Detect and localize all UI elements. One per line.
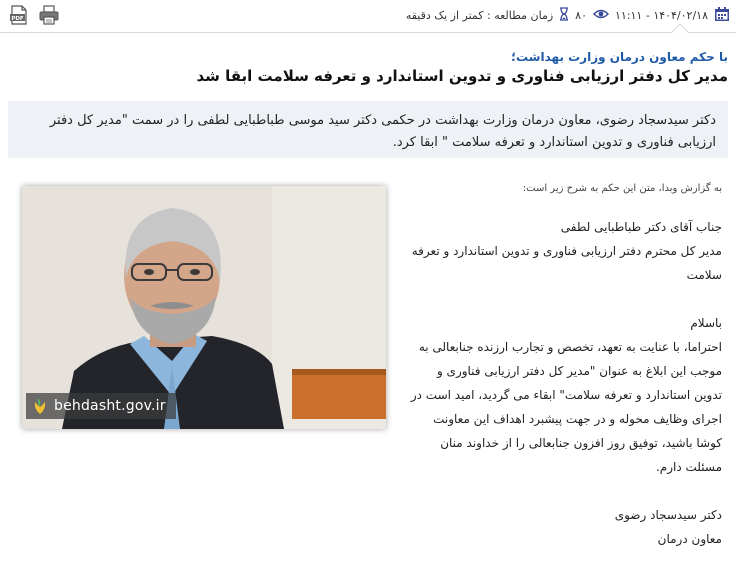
signer-title: معاون درمان — [657, 532, 722, 546]
source-line: به گزارش وبدا، متن این حکم به شرح زیر است: — [522, 183, 722, 194]
ministry-logo-icon — [32, 397, 48, 415]
article-toolbar — [0, 0, 736, 32]
view-count: ۸۰ — [575, 9, 587, 22]
article-photo — [22, 186, 386, 429]
article-lead: با حکم معاون درمان وزارت بهداشت؛ — [511, 50, 728, 64]
greeting: باسلام — [690, 316, 722, 330]
toolbar-divider — [0, 32, 736, 33]
addressee-title: مدیر کل محترم دفتر ارزیابی فناوری و تدوین استاندارد و تعرفه سلامت — [411, 244, 722, 282]
photo-watermark — [26, 393, 176, 419]
article-summary: دکتر سیدسجاد رضوی، معاون درمان وزارت بهداشت در حکمی دکتر سید موسی طباطبایی لطفی را در سمت "مدیر کل دفتر ارزیابی فناوری و تدوین استاندارد و تعرفه سلامت " ابقا کرد. — [8, 101, 728, 158]
article-title: مدیر کل دفتر ارزیابی فناوری و تدوین استاندارد و تعرفه سلامت ابقا شد — [196, 67, 728, 85]
decree-body: احتراما، با عنایت به تعهد، تخصص و تجارب ارزنده جنابعالی به موجب این ابلاغ به عنوان "مدیر کل دفتر ارزیابی فناوری و تدوین استاندارد و تعرفه سلامت" ابقاء می گردید، امید است در اجرای وظایف محوله و در جهت پیشبرد اهداف این معاونت کوشا باشید، توفیق روز افزون جنابعالی را از خداوند منان مسئلت دارم. — [410, 340, 722, 474]
reading-time: زمان مطالعه : کمتر از یک دقیقه — [405, 9, 554, 22]
printer-icon[interactable] — [38, 4, 60, 26]
article-meta — [406, 6, 730, 25]
signer-name: دکتر سیدسجاد رضوی — [614, 508, 722, 522]
watermark-text: behdasht.gov.ir — [54, 398, 166, 414]
pdf-icon[interactable] — [8, 4, 30, 26]
eye-icon — [593, 8, 609, 23]
svg-text:PDF: PDF — [11, 15, 24, 22]
hourglass-icon — [559, 7, 569, 24]
article-body — [406, 181, 722, 551]
addressee: جناب آقای دکتر طباطبایی لطفی — [560, 220, 722, 234]
tool-buttons — [8, 4, 60, 26]
calendar-icon — [714, 6, 730, 25]
article-date: ۱۴۰۴/۰۲/۱۸ - ۱۱:۱۱ — [615, 9, 708, 22]
